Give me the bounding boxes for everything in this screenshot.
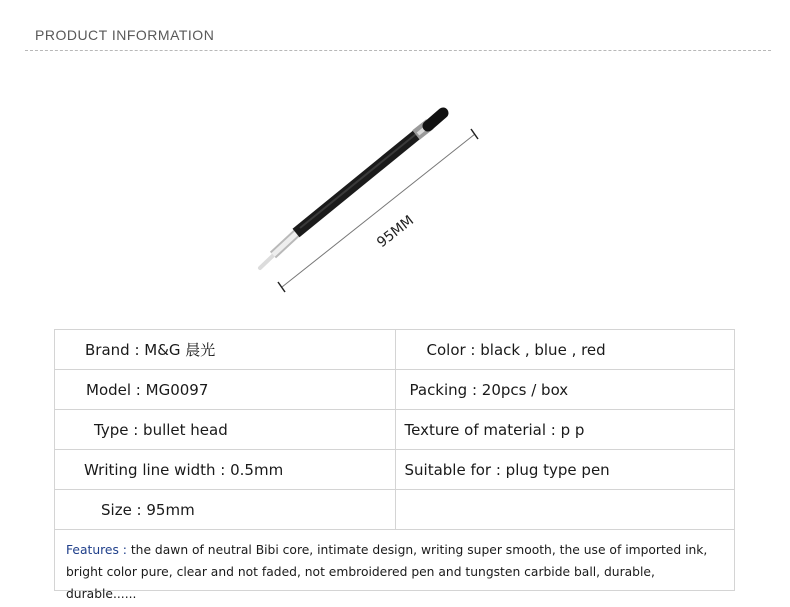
- table-row: [55, 330, 735, 370]
- spec-cell: [395, 410, 735, 450]
- empty-cell: [395, 490, 735, 530]
- features-text: the dawn of neutral Bibi core, intimate design, writing super smooth, the use of imported ink, bright color pure, clear and not faded, not embroidered pen and tungsten carbide ball, durable, durable......: [66, 543, 708, 601]
- model-text: Model : MG0097: [86, 380, 209, 399]
- pen-refill-image: [260, 113, 443, 268]
- spec-cell: [55, 410, 396, 450]
- color-text: Color : black , blue , red: [426, 340, 606, 359]
- table-row: [55, 450, 735, 490]
- suitable-text: Suitable for : plug type pen: [404, 460, 610, 479]
- table-row: [55, 490, 735, 530]
- spec-cell: [55, 450, 396, 490]
- spec-cell: [55, 330, 396, 370]
- texture-text: Texture of material : p p: [404, 420, 585, 439]
- pen-refill-illustration: [240, 90, 500, 310]
- spec-cell: [55, 370, 396, 410]
- spec-cell: [55, 490, 396, 530]
- dimension-line: [278, 129, 478, 292]
- line-width-text: Writing line width : 0.5mm: [84, 460, 284, 479]
- features-box: [54, 529, 735, 601]
- size-text: Size : 95mm: [101, 500, 195, 519]
- section-title: PRODUCT INFORMATION: [35, 27, 215, 43]
- spec-cell: [395, 330, 735, 370]
- table-row: [55, 370, 735, 410]
- table-row: [55, 410, 735, 450]
- type-text: Type : bullet head: [94, 420, 228, 439]
- spec-table: [54, 329, 735, 530]
- header-divider: [25, 50, 771, 51]
- dimension-label: 95MM: [374, 212, 418, 252]
- spec-cell: [395, 450, 735, 490]
- brand-text: Brand : M&G 晨光: [85, 341, 216, 359]
- features-label: Features :: [66, 543, 127, 557]
- packing-text: Packing : 20pcs / box: [409, 380, 569, 399]
- spec-cell: [395, 370, 735, 410]
